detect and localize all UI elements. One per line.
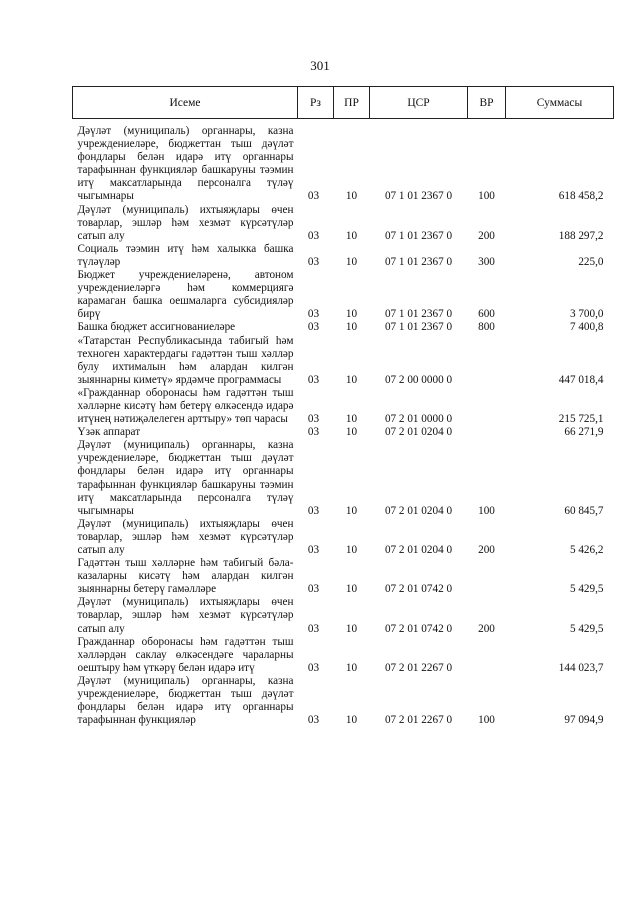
row-rz: 03: [307, 413, 320, 426]
row-name: Дәүләт (муниципаль) ихтыяҗлары өчен товарлар, эшләр һәм хезмәт күрсәтүләр сатып алу: [77, 203, 294, 242]
table-row: [73, 119, 614, 204]
row-sum: 66 271,9: [564, 426, 604, 439]
row-rz: 03: [307, 583, 320, 596]
row-sum: 447 018,4: [558, 373, 604, 386]
row-sum: 97 094,9: [564, 714, 604, 727]
row-vr: 100: [478, 714, 495, 727]
table-row: [73, 204, 614, 243]
row-sum: 5 426,2: [569, 544, 604, 556]
table-row: [73, 243, 614, 269]
row-name: Дәүләт (муниципаль) органнары, казна учреждениеләре, бюджеттан тыш дәүләт фондлары белән идарә итү органнары тарафыннан функцияләр: [77, 674, 294, 727]
row-rz: 03: [307, 190, 320, 203]
row-csr: 07 2 01 0204 0: [384, 544, 453, 556]
row-name: «Татарстан Республикасында табигый һәм техноген характердагы гадәттән тыш хәлләр булу ихтималын һәм алардан килгән зыяннарны киметү» ярдәмче программасы: [77, 334, 294, 386]
table-row: [73, 596, 614, 635]
row-pr: 10: [345, 622, 358, 635]
row-pr: 10: [345, 190, 358, 203]
row-name: Дәүләт (муниципаль) органнары, казна учреждениеләре, бюджеттан тыш дәүләт фондлары белән идарә итү органнары тарафыннан функцияләр башкаруны тәэмин итү максатларында персоналга түләү чыгымнары: [77, 439, 294, 517]
row-csr: 07 2 01 0204 0: [384, 426, 453, 439]
row-name: Дәүләт (муниципаль) органнары, казна учреждениеләре, бюджеттан тыш дәүләт фондлары белән идарә итү органнары тарафыннан функцияләр башкаруны тәэмин итү максатларында персоналга түләү чыгымнары: [77, 125, 294, 203]
row-vr: [468, 426, 506, 439]
row-csr: 07 2 00 0000 0: [384, 373, 453, 386]
row-pr: 10: [345, 373, 358, 386]
row-pr: 10: [345, 229, 358, 242]
row-sum: 618 458,2: [558, 190, 604, 203]
row-name: Дәүләт (муниципаль) ихтыяҗлары өчен товарлар, эшләр һәм хезмәт күрсәтүләр сатып алу: [77, 596, 294, 635]
table-header: [73, 87, 614, 119]
row-sum: 225,0: [578, 255, 604, 268]
row-rz: 03: [307, 255, 320, 268]
row-rz: 03: [307, 504, 320, 517]
row-pr: 10: [345, 583, 358, 596]
table-row: [73, 269, 614, 321]
header-pr: ПР: [334, 87, 370, 119]
row-csr: 07 2 01 0742 0: [384, 622, 453, 635]
row-csr: 07 1 01 2367 0: [384, 190, 453, 203]
row-name: Дәүләт (муниципаль) ихтыяҗлары өчен товарлар, эшләр һәм хезмәт күрсәтүләр сатып алу: [77, 517, 294, 556]
row-csr: 07 2 01 0204 0: [384, 504, 453, 517]
row-vr: [468, 335, 506, 387]
table-row: [73, 439, 614, 518]
row-pr: 10: [345, 413, 358, 426]
table-row: [73, 518, 614, 557]
row-sum: 60 845,7: [564, 504, 604, 517]
row-sum: 3 700,0: [569, 308, 604, 321]
row-rz: 03: [307, 544, 320, 556]
row-name: Гражданнар оборонасы һәм гадәттән тыш хәлләрдән саклау өлкәсендәге чараларны оештыру һәм үткәрү белән идарә итү: [77, 635, 294, 674]
row-name: Үзәк аппарат: [77, 426, 141, 439]
header-csr: ЦСР: [370, 87, 468, 119]
row-vr: [468, 387, 506, 426]
row-pr: 10: [345, 321, 358, 334]
row-csr: 07 2 01 2267 0: [384, 661, 453, 674]
row-rz: 03: [307, 321, 320, 334]
row-sum: 144 023,7: [558, 661, 604, 674]
header-rz: Рз: [298, 87, 334, 119]
row-vr: 100: [478, 504, 495, 517]
row-sum: 5 429,5: [569, 583, 604, 596]
row-sum: 188 297,2: [558, 229, 604, 242]
row-vr: 100: [478, 190, 495, 203]
row-sum: 215 725,1: [558, 413, 604, 426]
row-vr: 200: [478, 229, 495, 242]
table-row: [73, 321, 614, 334]
row-csr: 07 2 01 0000 0: [384, 413, 453, 426]
row-csr: 07 1 01 2367 0: [384, 321, 453, 334]
row-pr: 10: [345, 308, 358, 321]
table-row: [73, 335, 614, 387]
row-vr: 300: [478, 255, 495, 268]
table-row: [73, 675, 614, 727]
table-row: [73, 636, 614, 675]
row-pr: 10: [345, 714, 358, 727]
row-name: Социаль тәэмин итү һәм халыкка башка түләүләр: [77, 242, 294, 268]
row-rz: 03: [307, 661, 320, 674]
row-rz: 03: [307, 373, 320, 386]
header-sum: Суммасы: [506, 87, 614, 119]
row-csr: 07 1 01 2367 0: [384, 255, 453, 268]
table-row: [73, 426, 614, 439]
row-csr: 07 2 01 0742 0: [384, 583, 453, 596]
row-rz: 03: [307, 622, 320, 635]
row-pr: 10: [345, 426, 358, 439]
header-name: Исеме: [73, 87, 298, 119]
row-name: Гадәттән тыш хәлләрне һәм табигый бәла-казаларны кисәтү һәм алардан килгән зыяннарны бетерү гамәлләре: [77, 557, 294, 596]
row-pr: 10: [345, 544, 358, 556]
row-pr: 10: [345, 661, 358, 674]
row-csr: 07 1 01 2367 0: [384, 308, 453, 321]
table-body: [73, 119, 614, 728]
table-row: [73, 387, 614, 426]
row-pr: 10: [345, 255, 358, 268]
table-row: [73, 557, 614, 596]
row-vr: [468, 557, 506, 596]
row-vr: 800: [478, 321, 495, 334]
row-vr: 200: [478, 622, 495, 635]
page-number: 301: [310, 58, 330, 73]
row-vr: 600: [478, 308, 495, 321]
row-rz: 03: [307, 229, 320, 242]
row-rz: 03: [307, 308, 320, 321]
row-sum: 7 400,8: [569, 321, 604, 334]
row-sum: 5 429,5: [569, 622, 604, 635]
row-vr: 200: [478, 544, 495, 556]
row-csr: 07 1 01 2367 0: [384, 229, 453, 242]
budget-table: [72, 86, 614, 727]
row-name: «Гражданнар оборонасы һәм гадәттән тыш хәлләрне кисәтү һәм бетерү өлкәсендә идарә итүнең нәтиҗәлелеген арттыру» төп чарасы: [77, 386, 294, 426]
row-csr: 07 2 01 2267 0: [384, 714, 453, 727]
row-vr: [468, 636, 506, 675]
row-rz: 03: [307, 426, 320, 439]
row-name: Бюджет учреждениеләренә, автоном учреждениеләргә һәм коммерциягә карамаган башка оешмаларга субсидияләр бирү: [77, 269, 294, 321]
row-pr: 10: [345, 504, 358, 517]
row-name: Башка бюджет ассигнованиеләре: [77, 321, 236, 334]
header-vr: ВР: [468, 87, 506, 119]
row-rz: 03: [307, 714, 320, 727]
